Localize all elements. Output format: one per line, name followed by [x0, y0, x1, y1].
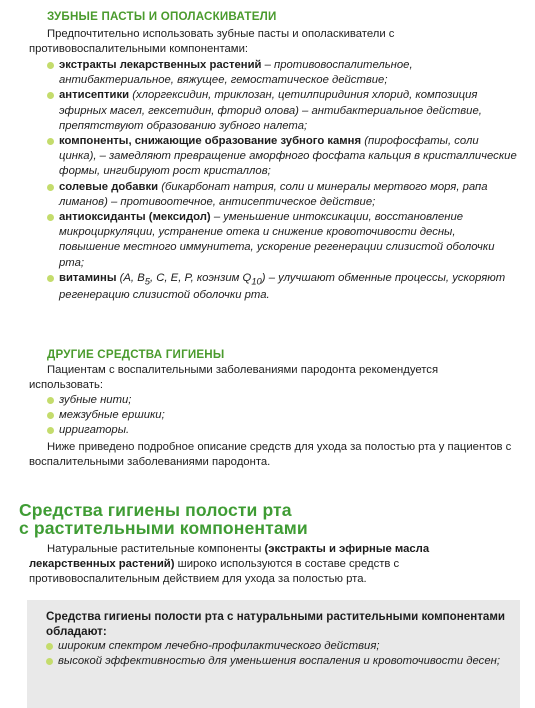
- intro-paragraph: Предпочтительно использовать зубные пасты и ополаскиватели с противовоспалительными компонентами:: [29, 28, 395, 56]
- bullet-icon: [46, 658, 53, 665]
- list-item: ирригаторы.: [47, 423, 517, 438]
- bullet-icon: [47, 275, 54, 282]
- list-item: антиоксиданты (мексидол) – уменьшение интоксикации, восстановление микроциркуляции, устранение отека и снижение кровоточивости десны, повышение местного иммунитета, ускорение регенерации слизистой оболочки рта;: [47, 210, 517, 271]
- bullet-icon: [47, 138, 54, 145]
- list-item: межзубные ершики;: [47, 408, 517, 423]
- list-item: высокой эффективностью для уменьшения воспаления и кровоточивости десен;: [46, 654, 511, 669]
- bullet-icon: [47, 214, 54, 221]
- info-box: [27, 600, 520, 708]
- list-item: витамины (A, $B_5$, C, E, P, коэнзим $Q_{10}$) – улучшают обменные процессы, ускоряют регенерацию слизистой оболочки рта.: [47, 271, 517, 304]
- info-box-list: [46, 639, 511, 669]
- bullet-icon: [47, 184, 54, 191]
- info-box-title: Средства гигиены полости рта с натуральными растительными компонентами обладают:: [46, 610, 506, 638]
- list-item: зубные нити;: [47, 393, 517, 408]
- bullet-icon: [47, 397, 54, 404]
- toothpaste-components-list: [47, 58, 517, 304]
- section-heading-toothpaste: ЗУБНЫЕ ПАСТЫ И ОПОЛАСКИВАТЕЛИ: [47, 10, 277, 23]
- bullet-icon: [47, 62, 54, 69]
- list-item: экстракты лекарственных растений – противовоспалительное, антибактериальное, вяжущее, гемостатическое действие;: [47, 58, 517, 88]
- list-item: солевые добавки (бикарбонат натрия, соли и минералы мертвого моря, рапа лиманов) – противоотечное, антисептическое действие;: [47, 180, 517, 210]
- other-hygiene-intro: Пациентам с воспалительными заболеваниями пародонта рекомендуется использовать:: [29, 364, 439, 392]
- other-hygiene-outro: Ниже приведено подробное описание средств для ухода за полостью рта у пациентов с воспалительными заболеваниями пародонта.: [29, 441, 512, 469]
- section-heading-other-hygiene: ДРУГИЕ СРЕДСТВА ГИГИЕНЫ: [47, 348, 225, 361]
- other-hygiene-list: [47, 393, 517, 439]
- bullet-icon: [46, 643, 53, 650]
- list-item: широким спектром лечебно-профилактического действия;: [46, 639, 511, 654]
- bullet-icon: [47, 427, 54, 434]
- bullet-icon: [47, 92, 54, 99]
- list-item: компоненты, снижающие образование зубного камня (пирофосфаты, соли цинка), – замедляют превращение аморфного фосфата кальция в кристаллические формы, ингибируют рост кристаллов;: [47, 134, 517, 180]
- bullet-icon: [47, 412, 54, 419]
- herbal-paragraph: Натуральные растительные компоненты (экстракты и эфирные масла лекарственных растений) широко используются в составе средств с противовоспалительным действием для ухода за полостью рта.: [29, 543, 430, 586]
- list-item: антисептики (хлоргексидин, триклозан, цетилпиридиния хлорид, композиция эфирных масел, гексетидин, фторид олова) – антибактериальное действие, препятствуют образованию зубного налета;: [47, 88, 517, 134]
- section-title-herbal: Средства гигиены полости рта с растительными компонентами: [19, 500, 308, 538]
